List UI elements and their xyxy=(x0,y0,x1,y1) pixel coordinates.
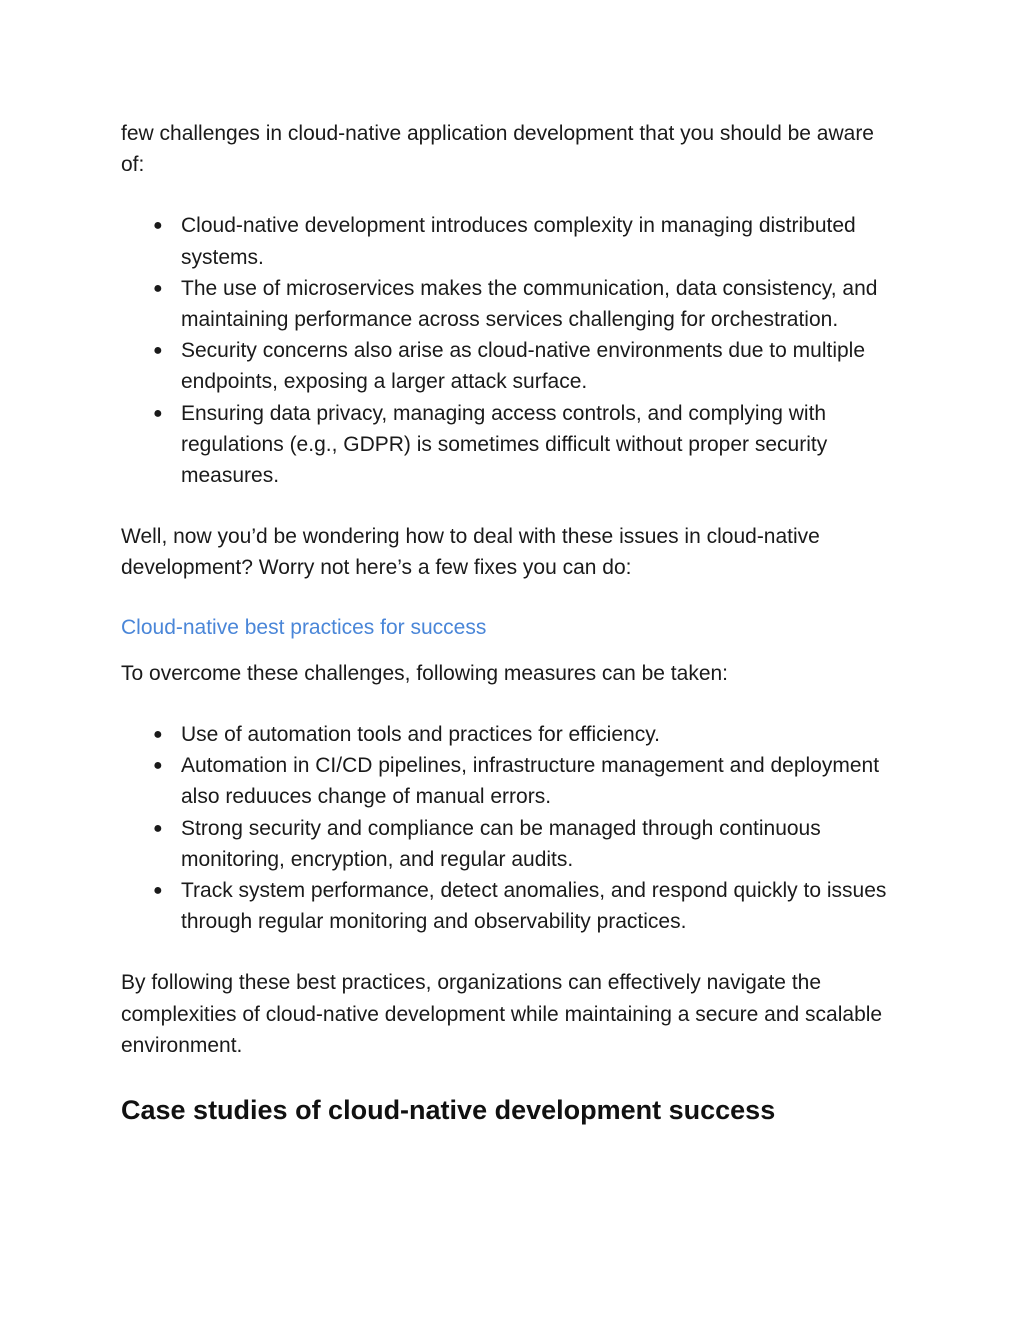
list-item xyxy=(121,719,901,750)
list-item xyxy=(121,813,901,875)
bullet-icon: ● xyxy=(153,757,163,775)
list-item-text: Use of automation tools and practices for efficiency. xyxy=(181,723,660,747)
list-item xyxy=(121,273,901,335)
list-item xyxy=(121,875,901,937)
list-item xyxy=(121,335,901,397)
bullet-icon: ● xyxy=(153,882,163,900)
list-item-text: Strong security and compliance can be managed through continuous monitoring, encryption, and regular audits. xyxy=(181,816,821,871)
list-item xyxy=(121,210,901,272)
list-item-text: Ensuring data privacy, managing access controls, and complying with regulations (e.g., GDPR) is sometimes difficult without proper security measures. xyxy=(181,401,828,488)
list-item xyxy=(121,750,901,812)
list-item-text: Track system performance, detect anomalies, and respond quickly to issues through regular monitoring and observability practices. xyxy=(181,879,887,934)
list-item xyxy=(121,398,901,492)
challenges-list xyxy=(121,210,901,491)
bullet-icon: ● xyxy=(153,342,163,360)
conclusion-paragraph: By following these best practices, organizations can effectively navigate the complexities of cloud-native development while maintaining a secure and scalable environment. xyxy=(121,971,883,1057)
list-item-text: Automation in CI/CD pipelines, infrastructure management and deployment also reduuces change of manual errors. xyxy=(181,754,880,809)
document-page xyxy=(121,118,901,1127)
bullet-icon: ● xyxy=(153,726,163,744)
intro-paragraph: few challenges in cloud-native application development that you should be aware of: xyxy=(121,122,874,177)
bullet-icon: ● xyxy=(153,217,163,235)
list-item-text: The use of microservices makes the communication, data consistency, and maintaining performance across services challenging for orchestration. xyxy=(181,276,878,332)
bullet-icon: ● xyxy=(153,404,163,422)
measures-list xyxy=(121,719,901,937)
list-item-text: Security concerns also arise as cloud-native environments due to multiple endpoints, exposing a larger attack surface. xyxy=(181,339,866,394)
case-studies-heading: Case studies of cloud-native development success xyxy=(121,1095,776,1126)
bullet-icon: ● xyxy=(153,819,163,837)
list-item-text: Cloud-native development introduces complexity in managing distributed systems. xyxy=(181,214,856,269)
measures-intro-paragraph: To overcome these challenges, following measures can be taken: xyxy=(121,661,729,685)
best-practices-heading: Cloud-native best practices for success xyxy=(121,615,487,639)
transition-paragraph: Well, now you’d be wondering how to deal with these issues in cloud-native development? Worry not here’s a few fixes you can do: xyxy=(121,525,820,580)
bullet-icon: ● xyxy=(153,279,163,297)
